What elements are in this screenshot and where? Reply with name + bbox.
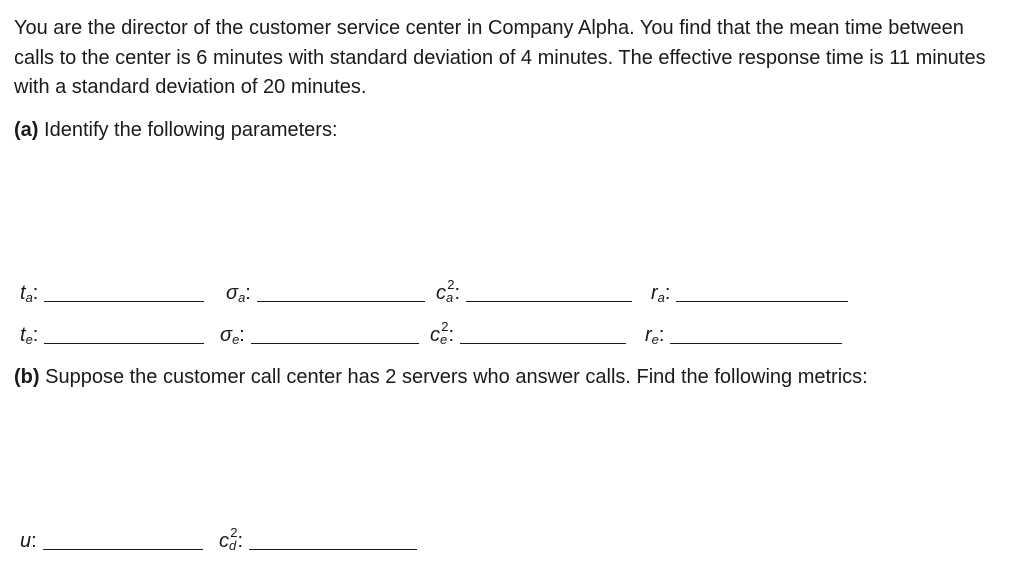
field-sigma-e-answer-line[interactable] — [251, 343, 419, 344]
field-u-label: u: — [20, 530, 37, 552]
part-a-label: (a) — [14, 119, 39, 141]
field-ce2-answer-line[interactable] — [460, 343, 626, 344]
field-ra-answer-line[interactable] — [676, 301, 848, 302]
field-te-label: te: — [20, 324, 39, 347]
field-sigma-a-answer-line[interactable] — [257, 301, 425, 302]
field-ra — [651, 276, 848, 306]
field-re-answer-line[interactable] — [670, 343, 842, 344]
field-ca2-label: $ca^2$: — [436, 277, 461, 305]
field-sigma-e — [220, 318, 419, 348]
field-ca2 — [436, 276, 632, 306]
field-re — [645, 318, 842, 348]
field-ce2-label: $ce^2$: — [430, 319, 455, 347]
field-te — [20, 318, 204, 348]
part-b-heading — [14, 365, 868, 389]
field-sigma-a — [226, 276, 425, 306]
field-u — [20, 524, 203, 554]
field-te-answer-line[interactable] — [44, 343, 204, 344]
field-ra-label: ra: — [651, 282, 671, 305]
part-a-text: Identify the following parameters: — [44, 119, 338, 141]
field-ta-answer-line[interactable] — [44, 301, 204, 302]
problem-statement: You are the director of the customer service center in Company Alpha. You find that the mean time between calls to the center is 6 minutes with standard deviation of 4 minutes. The effective response time is 11 minutes with a standard deviation of 20 minutes. — [14, 17, 986, 98]
field-ce2 — [430, 318, 626, 348]
part-b-label: (b) — [14, 366, 40, 388]
field-cd2-answer-line[interactable] — [249, 549, 417, 550]
field-cd2-label: $cd^2$: — [219, 525, 244, 553]
field-sigma-a-label: σa: — [226, 282, 251, 305]
field-cd2 — [219, 524, 417, 554]
part-b-text: Suppose the customer call center has 2 servers who answer calls. Find the following metrics: — [45, 366, 868, 388]
field-ta-label: ta: — [20, 282, 39, 305]
field-ca2-answer-line[interactable] — [466, 301, 632, 302]
field-re-label: re: — [645, 324, 665, 347]
field-ta — [20, 276, 204, 306]
field-u-answer-line[interactable] — [43, 549, 203, 550]
part-a-heading — [14, 118, 338, 142]
field-sigma-e-label: σe: — [220, 324, 245, 347]
